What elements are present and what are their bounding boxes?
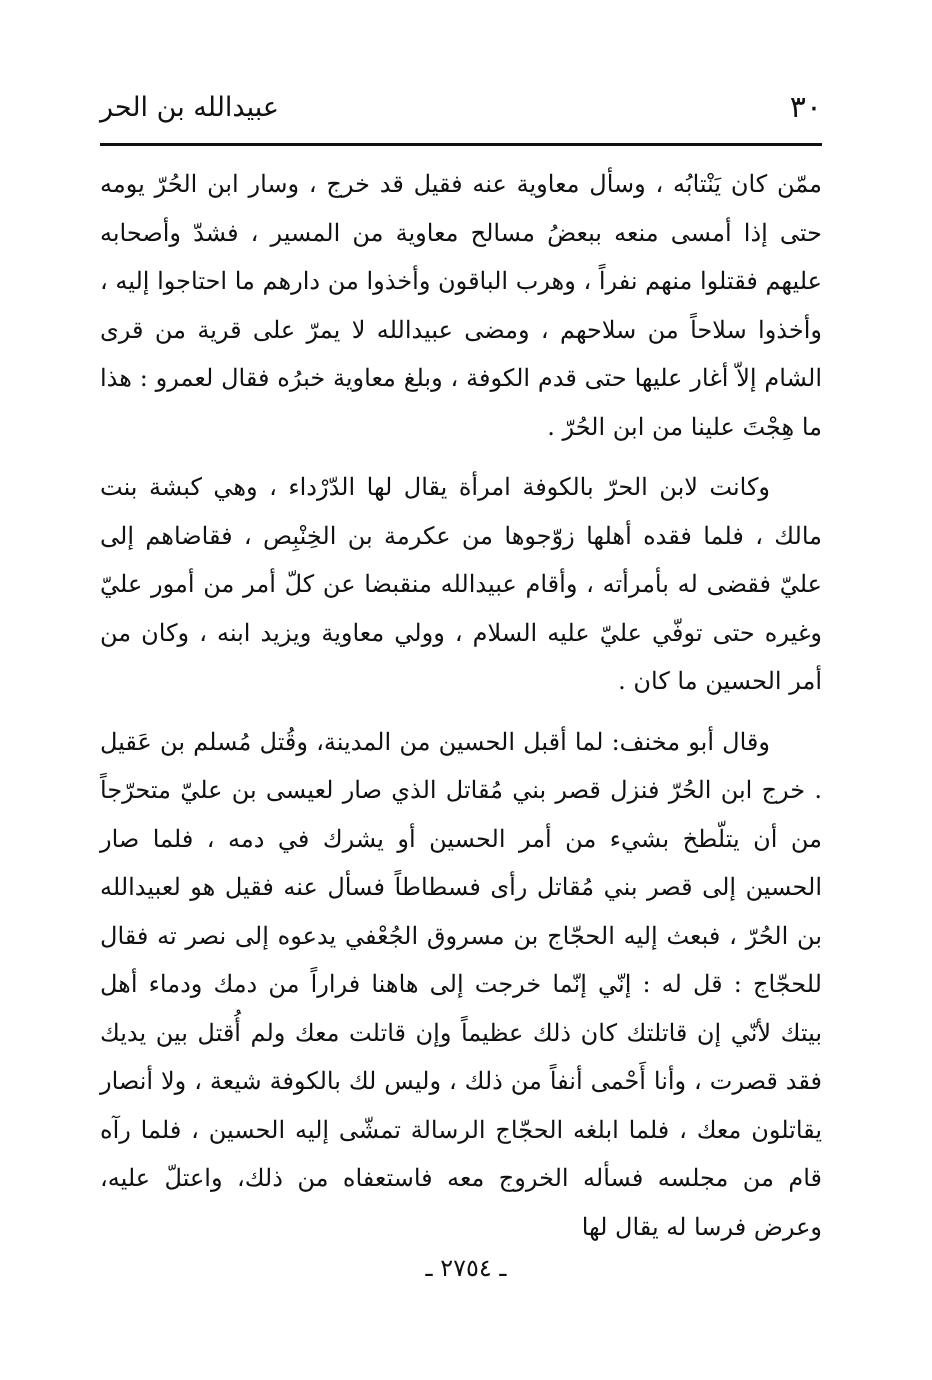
folio-number: ـ ٢٧٥٤ ـ (425, 1254, 507, 1282)
paragraph-2: وكانت لابن الحرّ بالكوفة امرأة يقال لها الدّرْداء ، وهي كبشة بنت مالك ، فلما فقده أهلها زوّجوها من عكرمة بن الخِنْبِص ، فقاضاهم إلى عليّ فقضى له بأمرأته ، وأقام عبيدالله منقبضا عن كلّ أمر من أمور عليّ وغيره حتى توفّي عليّ عليه السلام ، وولي معاوية ويزيد ابنه ، وكان من أمر الحسين ما كان . (100, 473, 823, 695)
header-rule (100, 143, 822, 146)
paragraph-1: ممّن كان يَنْتابُه ، وسأل معاوية عنه فقيل قد خرج ، وسار ابن الحُرّ يومه حتى إذا أمسى منعه ببعضُ مسالح معاوية من المسير ، فشدّ وأصحابه عليهم فقتلوا منهم نفراً ، وهرب الباقون وأخذوا من دارهم ما احتاجوا إليه ، وأخذوا سلاحاً من سلاحهم ، ومضى عبيدالله لا يمرّ على قرية من قرى الشام إلاّ أغار عليها حتى قدم الكوفة ، وبلغ معاوية خبرُه فقال لعمرو : هذا ما هِجْتَ علينا من ابن الحُرّ . (100, 170, 822, 441)
running-title: عبيدالله بن الحر (100, 92, 280, 123)
paragraph-3: وقال أبو مخنف: لما أقبل الحسين من المدينة، وقُتل مُسلم بن عَقيل . خرج ابن الحُرّ فنزل قصر بني مُقاتل الذي صار لعيسى بن عليّ متحرّجاً من أن يتلّطخ بشيء من أمر الحسين أو يشرك في دمه ، فلما صار الحسين إلى قصر بني مُقاتل رأى فسطاطاً فسأل عنه فقيل هو لعبيدالله بن الحُرّ ، فبعث إليه الحجّاج بن مسروق الجُعْفي يدعوه إلى نصر ته فقال للحجّاج : قل له : إنّي إنّما خرجت إلى هاهنا فراراً من دمك ودماء أهل بيتك لأنّي إن قاتلتك كان ذلك عظيماً وإن قاتلت معك ولم أُقتل بين يديك فقد قصرت ، وأنا أَحْمى أنفاً من ذلك ، وليس لك بالكوفة شيعة ، ولا أنصار يقاتلون معك ، فلما ابلغه الحجّاج الرسالة تمشّى إليه الحسين ، فلما رآه قام من مجلسه فسأله الخروج معه فاستعفاه من ذلك، واعتلّ عليه، وعرض فرسا له يقال لها (100, 727, 822, 1241)
body-text (100, 160, 822, 1251)
page-header (100, 86, 822, 136)
page-number: ٣٠ (789, 90, 822, 125)
page-footer (0, 1250, 932, 1286)
